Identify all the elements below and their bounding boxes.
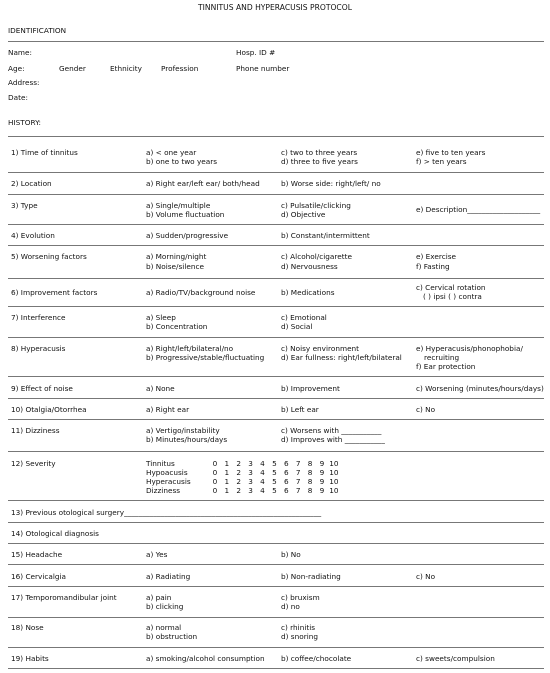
severity-value: 5 <box>272 468 277 477</box>
severity-item: Hypoacusis <box>146 468 188 477</box>
hosp-id-label: Hosp. ID # <box>236 48 276 57</box>
divider <box>8 617 544 618</box>
q1-option-f: f) > ten years <box>416 157 467 166</box>
q6-option-a: a) Radio/TV/background noise <box>146 288 256 297</box>
q2-option-a: a) Right ear/left ear/ both/head <box>146 179 260 188</box>
q7-option-d: d) Social <box>281 322 313 331</box>
severity-value: 0 <box>212 477 218 486</box>
q5-option-d: d) Nervousness <box>281 262 338 271</box>
severity-value: 6 <box>283 468 289 477</box>
q19-label: 19) Habits <box>11 654 49 663</box>
q18-option-b: b) obstruction <box>146 632 198 641</box>
divider <box>8 419 544 420</box>
severity-value: 4 <box>260 468 265 477</box>
severity-value: 9 <box>319 468 325 477</box>
q4-option-b: b) Constant/intermittent <box>281 231 370 240</box>
phone-label: Phone number <box>236 64 290 73</box>
q3-label: 3) Type <box>11 201 38 210</box>
q5-label: 5) Worsening factors <box>11 252 87 261</box>
q8-label: 8) Hyperacusis <box>11 344 66 353</box>
q4-option-a: a) Sudden/progressive <box>146 231 229 240</box>
date-label: Date: <box>8 93 28 102</box>
divider <box>8 278 544 279</box>
severity-row <box>146 459 340 468</box>
q6-option-b: b) Medications <box>281 288 335 297</box>
q5-option-e: e) Exercise <box>416 252 457 261</box>
q11-option-b: b) Minutes/hours/days <box>146 435 228 444</box>
q1-label: 1) Time of tinnitus <box>11 148 78 157</box>
q17-option-d: d) no <box>281 602 300 611</box>
severity-grid <box>146 459 340 495</box>
q6-option-c-sides: ( ) ipsi ( ) contra <box>423 292 482 301</box>
name-label: Name: <box>8 48 32 57</box>
severity-value: 0 <box>212 468 218 477</box>
ethnicity-label: Ethnicity <box>110 64 142 73</box>
q17-option-c: c) bruxism <box>281 593 320 602</box>
severity-value: 10 <box>329 468 339 477</box>
severity-value: 3 <box>248 477 253 486</box>
q1-option-e: e) five to ten years <box>416 148 486 157</box>
age-label: Age: <box>8 64 25 73</box>
severity-row <box>146 468 340 477</box>
divider <box>8 500 544 501</box>
q1-option-b: b) one to two years <box>146 157 218 166</box>
q6-label: 6) Improvement factors <box>11 288 98 297</box>
q3-option-e: e) Description____________________ <box>416 205 541 214</box>
q16-option-a: a) Radiating <box>146 572 191 581</box>
q1-option-d: d) three to five years <box>281 157 358 166</box>
q19-option-b: b) coffee/chocolate <box>281 654 352 663</box>
severity-value: 0 <box>212 486 218 495</box>
severity-value: 6 <box>283 486 289 495</box>
q5-option-c: c) Alcohol/cigarette <box>281 252 352 261</box>
q17-label: 17) Temporomandibular joint <box>11 593 117 602</box>
severity-value: 1 <box>224 468 230 477</box>
severity-value: 9 <box>319 477 325 486</box>
divider <box>8 172 544 173</box>
severity-value: 7 <box>295 486 301 495</box>
severity-row <box>146 477 340 486</box>
severity-value: 8 <box>307 468 313 477</box>
q10-option-a: a) Right ear <box>146 405 190 414</box>
q7-label: 7) Interference <box>11 313 66 322</box>
severity-value: 1 <box>224 486 230 495</box>
divider <box>8 586 544 587</box>
severity-value: 2 <box>236 477 242 486</box>
q5-option-f: f) Fasting <box>416 262 450 271</box>
q19-option-c: c) sweets/compulsion <box>416 654 495 663</box>
q9-option-c: c) Worsening (minutes/hours/days) <box>416 384 544 393</box>
q11-option-d: d) Improves with ___________ <box>281 435 385 444</box>
severity-value: 8 <box>307 459 313 468</box>
severity-item: Hyperacusis <box>146 477 191 486</box>
q10-option-c: c) No <box>416 405 436 414</box>
divider <box>8 543 544 544</box>
q18-option-c: c) rhinitis <box>281 623 316 632</box>
severity-value: 0 <box>212 459 218 468</box>
severity-value: 1 <box>224 477 230 486</box>
severity-value: 8 <box>307 477 313 486</box>
severity-value: 4 <box>260 459 265 468</box>
severity-value: 2 <box>236 468 242 477</box>
q16-option-b: b) Non-radiating <box>281 572 341 581</box>
severity-value: 5 <box>272 486 277 495</box>
q7-option-c: c) Emotional <box>281 313 327 322</box>
severity-value: 3 <box>248 486 253 495</box>
severity-value: 3 <box>248 468 253 477</box>
divider <box>8 668 544 669</box>
severity-value: 6 <box>283 477 289 486</box>
gender-label: Gender <box>59 64 86 73</box>
q6-option-c: c) Cervical rotation <box>416 283 486 292</box>
severity-value: 7 <box>295 468 301 477</box>
q10-label: 10) Otalgia/Otorrhea <box>11 405 87 414</box>
severity-value: 4 <box>260 486 265 495</box>
severity-value: 2 <box>236 486 242 495</box>
q10-option-b: b) Left ear <box>281 405 319 414</box>
severity-value: 10 <box>329 486 339 495</box>
q11-label: 11) Dizziness <box>11 426 60 435</box>
q8-option-e: e) Hyperacusis/phonophobia/ <box>416 344 523 353</box>
severity-value: 10 <box>329 459 339 468</box>
q1-option-a: a) < one year <box>146 148 197 157</box>
q8-option-d: d) Ear fullness: right/left/bilateral <box>281 353 402 362</box>
divider <box>8 376 544 377</box>
divider <box>8 522 544 523</box>
q15-label: 15) Headache <box>11 550 63 559</box>
q8-option-b: b) Progressive/stable/fluctuating <box>146 353 265 362</box>
q17-option-a: a) pain <box>146 593 172 602</box>
severity-value: 7 <box>295 477 301 486</box>
q8-option-f: f) Ear protection <box>416 362 476 371</box>
q16-label: 16) Cervicalgia <box>11 572 67 581</box>
severity-value: 9 <box>319 459 325 468</box>
severity-value: 8 <box>307 486 313 495</box>
q5-option-a: a) Morning/night <box>146 252 207 261</box>
q8-option-e-cont: recruiting <box>424 353 460 362</box>
q3-option-c: c) Pulsatile/clicking <box>281 201 351 210</box>
identification-heading: IDENTIFICATION <box>8 26 67 35</box>
q18-label: 18) Nose <box>11 623 44 632</box>
divider <box>8 451 544 452</box>
q9-option-a: a) None <box>146 384 175 393</box>
severity-item: Dizziness <box>146 486 181 495</box>
q3-option-a: a) Single/multiple <box>146 201 211 210</box>
divider <box>8 306 544 307</box>
severity-value: 9 <box>319 486 325 495</box>
q5-option-b: b) Noise/silence <box>146 262 204 271</box>
severity-value: 5 <box>272 459 277 468</box>
severity-value: 7 <box>295 459 301 468</box>
divider <box>8 245 544 246</box>
q2-label: 2) Location <box>11 179 52 188</box>
divider <box>8 647 544 648</box>
q19-option-a: a) smoking/alcohol consumption <box>146 654 265 663</box>
q17-option-b: b) clicking <box>146 602 184 611</box>
q14-label: 14) Otological diagnosis <box>11 529 99 538</box>
q11-option-a: a) Vertigo/instability <box>146 426 220 435</box>
severity-value: 2 <box>236 459 242 468</box>
q7-option-a: a) Sleep <box>146 313 176 322</box>
q1-option-c: c) two to three years <box>281 148 358 157</box>
severity-value: 6 <box>283 459 289 468</box>
divider <box>8 136 544 137</box>
q2-option-b: b) Worse side: right/left/ no <box>281 179 381 188</box>
address-label: Address: <box>8 78 40 87</box>
divider <box>8 194 544 195</box>
divider <box>8 398 544 399</box>
severity-row <box>146 486 340 495</box>
severity-value: 1 <box>224 459 230 468</box>
q15-option-b: b) No <box>281 550 301 559</box>
q8-option-c: c) Noisy environment <box>281 344 360 353</box>
form-title: TINNITUS AND HYPERACUSIS PROTOCOL <box>198 3 352 12</box>
profession-label: Profession <box>161 64 199 73</box>
q12-label: 12) Severity <box>11 459 56 468</box>
q7-option-b: b) Concentration <box>146 322 208 331</box>
q9-label: 9) Effect of noise <box>11 384 73 393</box>
q4-label: 4) Evolution <box>11 231 55 240</box>
q11-option-c: c) Worsens with ___________ <box>281 426 382 435</box>
severity-value: 4 <box>260 477 265 486</box>
severity-value: 3 <box>248 459 253 468</box>
q18-option-a: a) normal <box>146 623 182 632</box>
divider <box>8 564 544 565</box>
divider <box>8 41 544 42</box>
history-heading: HISTORY: <box>8 118 42 127</box>
q13-label: 13) Previous otological surgery______________________________________________________ <box>11 508 322 517</box>
q18-option-d: d) snoring <box>281 632 318 641</box>
q3-option-b: b) Volume fluctuation <box>146 210 225 219</box>
divider <box>8 224 544 225</box>
q16-option-c: c) No <box>416 572 436 581</box>
severity-item: Tinnitus <box>146 459 175 468</box>
q9-option-b: b) Improvement <box>281 384 340 393</box>
q3-option-d: d) Objective <box>281 210 326 219</box>
severity-value: 5 <box>272 477 277 486</box>
q8-option-a: a) Right/left/bilateral/no <box>146 344 234 353</box>
divider <box>8 337 544 338</box>
severity-value: 10 <box>329 477 339 486</box>
q15-option-a: a) Yes <box>146 550 168 559</box>
